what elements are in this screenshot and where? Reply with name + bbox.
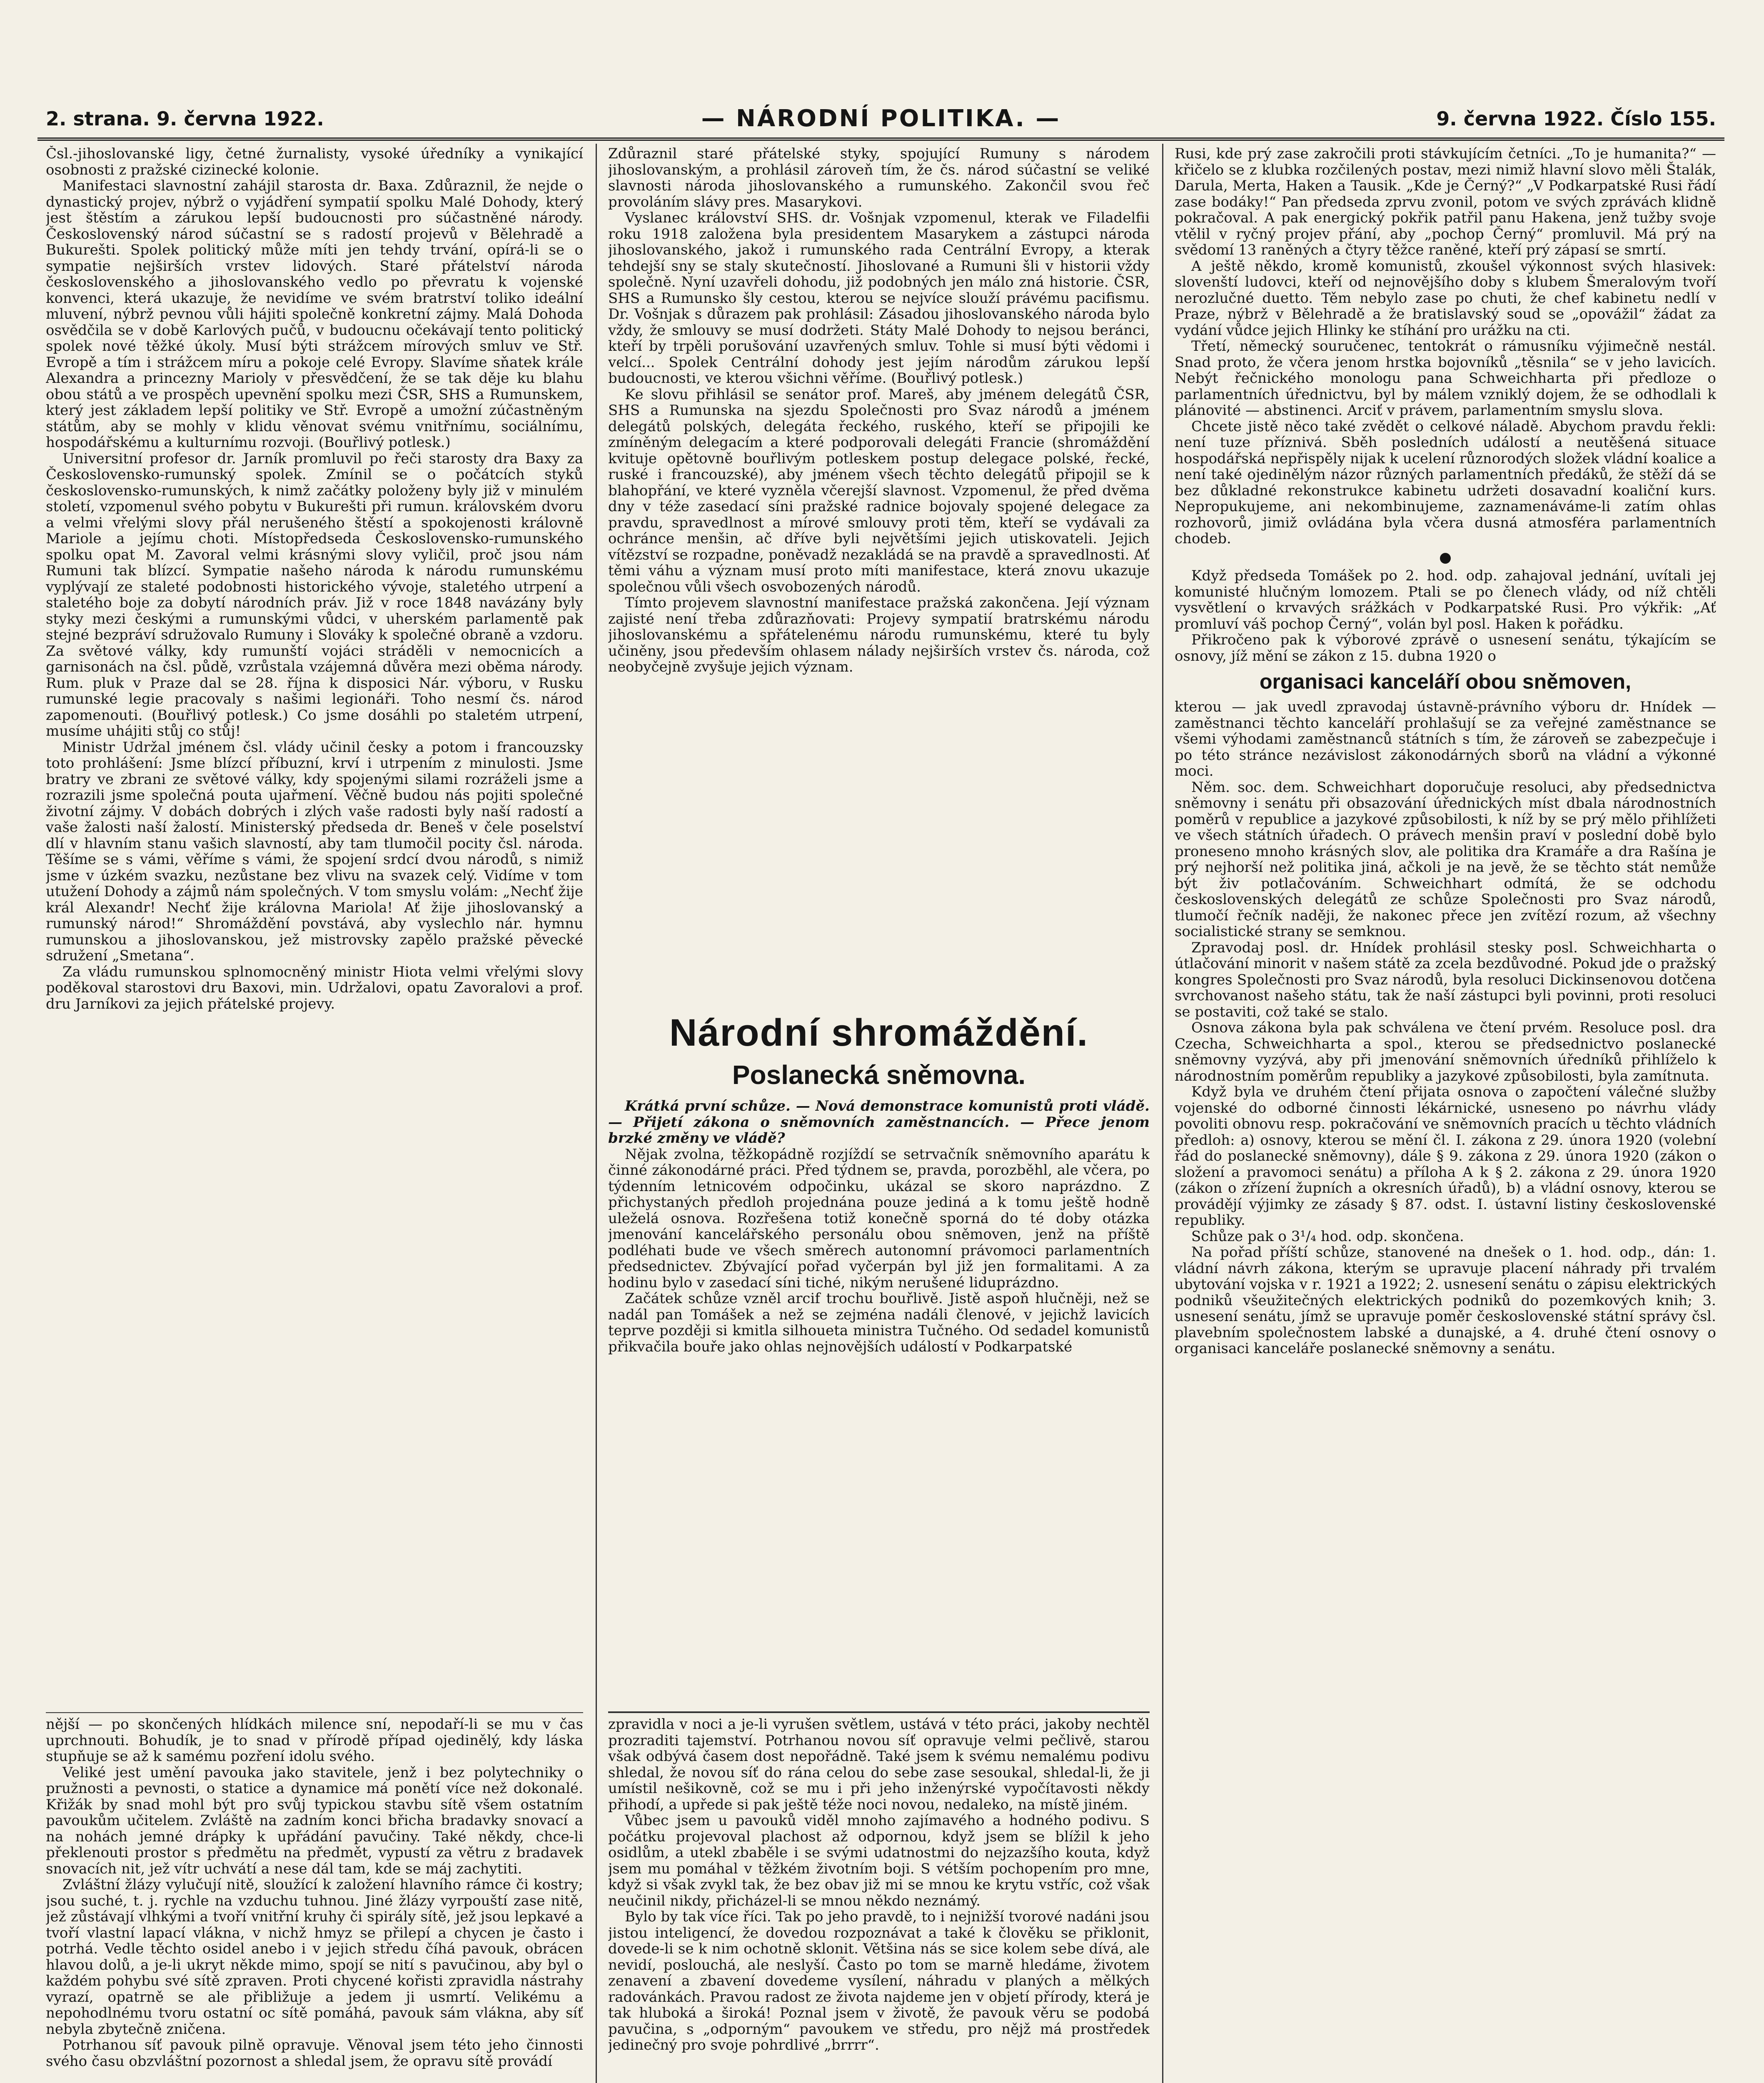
paragraph: Schůze pak o 3¹/₄ hod. odp. skončena. [1191,1228,1464,1245]
column-3 [1175,146,1716,2083]
newspaper-page [37,0,1724,2083]
paragraph: Manifestaci slavnostní zahájil starosta dr. Baxa. Zdůraznil, že nejde o dynastický projev, nýbrž o vyjádření sympatií spolku Malé Dohody, který jest štěstím a zárukou lepší budoucnosti pro súčastněné národy. Československý národ súčastní se s radostí projevů v Bělehradě a Bukurešti. Spolek politický může míti jen tehdy trvání, opírá-li se o sympatie nejširších vrstev lidových. Staré přátelství národa československého a jihoslovanského vedlo po převratu k vojenské konvenci, která ukazuje, že nevidíme ve svém bratrství toliko ideální mluvení, nýbrž pevnou vůli hájiti společně konkretní zájmy. Malá Dohoda osvědčila se v době Karlových pučů, v budoucnu očekávají tento politický spolek nové těžké úkoly. Musí býti strážcem mírových smluv ve Stř. Evropě a tím i strážcem míru a pokoje celé Evropy. Slavíme sňatek krále Alexandra a princezny Marioly v přesvědčení, že se tak děje ku blahu obou států a ve prospěch upevnění spolku mezi ČSR, SHS a Rumunskem, který jest základem lepší politiky ve Stř. Evropě a umožní zúčastněným státům, aby se mohly v klidu věnovat svému vnitřnímu, sociálnímu, hospodářskému a kulturnímu rozvoji. (Bouřlivý potlesk.) [46,177,583,451]
paragraph: Bylo by tak více říci. Tak po jeho pravdě, to i nejnižší tvorové nadáni jsou jistou inteligencí, že dovedou rozpoznávat a také k člověku se přiklonit, dovede-li se k nim ochotně sklonit. Většina nás se sice kolem sebe dívá, ale nevidí, poslouchá, ale neslyší. Často po tom se marně hledáme, životem zenavení a zbavení dovedeme vysílení, náhradu v planých a mělkých radovánkách. Pravou radost ze života najdeme jen v objetí přírody, která je tak hluboká a široká! Poznal jsem v životě, že pavouk věru se podobá pavučina, s „odporným“ pavoukem ve středu, pro nějž má prostředek jedinečný pro svoje pohrdlivé „brrrr“. [608,1908,1150,2053]
column-2 [608,146,1150,2083]
paragraph: Rusi, kde prý zase zakročili proti stávkujícím četníci. „To je humanita?“ — křičelo se z klubka rozčilených postav, mezi nimiž hlavní slovo měli Štalák, Darula, Merta, Haken a Tausik. „Kde je Černý?“ „V Podkarpatské Rusi řádí zase bodáky!“ Pan předseda zprvu zvonil, potom ve svých zprávách klidně pokračoval. A pak energický pokřik patřil panu Hakena, jenž tužby svoje vtělil v ryčný projev přání, aby „pochop Černý“ promluvil. Má prý na svědomí 13 raněných a čtyry těžce raněné, kteří prý zápasí se smrtí. [1175,146,1716,258]
paragraph: Osnova zákona byla pak schválena ve čtení prvém. Resoluce posl. dra Czecha, Schweichharta a spol., kterou se předsednictvo poslanecké sněmovny vyzývá, aby při jmenování sněmovních úředníků přihlíželo k národnostním poměrům republiky a jazykové způsobilosti, byla zamítnuta. [1175,1019,1716,1084]
paragraph: Vyslanec království SHS. dr. Vošnjak vzpomenul, kterak ve Filadelfii roku 1918 založena byla presidentem Masarykem a zástupci národa jihoslovanského, jakož i rumunského rada Centrální Evropy, a kterak tehdejší sny se staly skutečností. Jihoslované a Rumuni šli v historii vždy společně. Nyní uzavřeli dohodu, již podobných jen málo zná historie. ČSR, SHS a Rumunsko šly cestou, kterou se nejvíce slouží právému pacifismu. Dr. Vošnjak s důrazem pak prohlásil: Zásadou jihoslovanského národa bylo vždy, že smlouvy se musí dodržeti. Státy Malé Dohody to nejsou beránci, kteří by trpěli porušování uzavřených smluv. Tohle si musí býti vědomi i velcí... Spolek Centrální dohody jest jejím národům zárukou lepší budoucnosti, ve kterou všichni věříme. (Bouřlivý potlesk.) [608,210,1150,387]
section-subheading: Poslanecká sněmovna. [732,1060,1026,1090]
masthead-date-left: 2. strana. 9. června 1922. [46,107,324,130]
paragraph: A ještě někdo, kromě komunistů, zkoušel výkonnost svých hlasivek: slovenští ludovci, kteří od nejnovějšího doby s klubem Šmeralovým tvoří nerozlučné duetto. Těm nebylo zase po chuti, že chef kabinetu nedlí v Praze, nýbrž v Bělehradě a že bratislavský soud se „opovážil“ žádat za vydání vůdce jejich Hlinky ke stíhání pro urážku na cti. [1175,257,1716,339]
article-subheading: organisaci kanceláří obou sněmoven, [1260,670,1631,693]
masthead [37,100,1724,141]
paragraph: kterou — jak uvedl zpravodaj ústavně-právního výboru dr. Hnídek — zaměstnanci těchto kanceláří prohlašují se za veřejné zaměstnance se všemi výhodami zaměstnanců státních s tím, že zároveň se zabezpečuje i po této stránce nezávislost zákonodárných sborů na vládní a výkonné moci. [1175,699,1716,779]
paragraph: zpravidla v noci a je-li vyrušen světlem, ustává v této práci, jakoby nechtěl prozraditi tajemství. Potrhanou novou síť opravuje velmi pečlivě, starou však odbývá časem dost nepořádně. Také jsem k svému nemalému podivu shledal, že novou síť do rána celou do sebe zase sesoukal, shledal-li, že ji umístil nešikovně, což se mu i při jeho inženýrské vypočítavosti někdy přihodí, a upřede si pak ještě téže noci novou, nedaleko, na místě jiném. [608,1716,1150,1813]
paragraph: nější — po skončených hlídkách milence sní, nepodaří-li se mu v čas uprchnouti. Bohudík, je to snad v přírodě případ ojedinělý, kdy láska stupňuje se až k samému pozření idolu svého. [46,1716,583,1765]
separator-dot: ● [1439,549,1452,566]
paragraph: Zdůraznil staré přátelské styky, spojující Rumuny s národem jihoslovanským, a prohlásil zároveň tím, že čs. národ súčastní se veliké slavnosti národa jihoslovanského a rumunského. Zakončil svou řeč provoláním slávy pres. Masarykovi. [608,146,1150,210]
paragraph: Když byla ve druhém čtení přijata osnova o započtení válečné služby vojenské do odborné činnosti lékárnické, usneseno po návrhu vlády povoliti obnovu resp. pokračování ve sněmovních pracích u těchto vládních předloh: a) osnovy, kterou se mění čl. I. zákona z 29. února 1920 (volební řád do poslanecké sněmovny), dále § 9. zákona z 29. února 1920 (zákon o složení a pravomoci senátu) a příloha A k § 2. zákona z 29. února 1920 (zákon o zřízení župních a okresních úřadů), b) a vládní osnovy, kterou se provádějí výjimky ze zásady § 87. odst. I. ústavní listiny československé republiky. [1175,1084,1716,1229]
column-2-feuilleton [608,1716,1150,2083]
paragraph: Za vládu rumunskou splnomocněný ministr Hiota velmi vřelými slovy poděkoval starostovi dru Baxovi, min. Udržalovi, opatu Zavoralovi a prof. dru Jarníkovi za jejich přátelské projevy. [46,963,583,1012]
paragraph: Universitní profesor dr. Jarník promluvil po řeči starosty dra Baxy za Československo-rumunský spolek. Zmínil se o počátcích styků československo-rumunských, k nimž začátky položeny byly již v minulém století, vzpomenul svého pobytu v Bukurešti při rumun. královském dvoru a velmi vřelými slovy přál nerušeného štěstí a spokojenosti královně Mariole a jejímu choti. Místopředseda Československo-rumunského spolku opat M. Zavoral velmi krásnými slovy vyličil, proč jsou nám Rumuni tak blízcí. Sympatie našeho národa k národu rumunskému vyplývají ze staleté podobnosti historického vývoje, staletého utrpení a staletého boje za dobytí národních práv. Již v roce 1848 navázány byly styky mezi českými a rumunskými vůdci, v uherském parlamentě pak stejné bezpráví sdružovalo Rumuny i Slováky k společné obraně a vzdoru. Za světové války, kdy rumunští vojáci stráděli v nemocnicích a garnisonách na čsl. půdě, vzrůstala vzájemná důvěra mezi oběma národy. Rum. pluk v Praze dal se 28. října k disposici Nár. výboru, v Rusku rumunské legie pracovaly s našimi legionáři. Toho nesmí čs. národ zapomenouti. (Bouřlivý potlesk.) Co jsme dosáhli po staletém utrpení, musíme uhájiti stůj co stůj! [46,450,583,739]
paragraph: Třetí, německý souručenec, tentokrát o rámusníku výjimečně nestál. Snad proto, že včera jenom hrstka bojovníků „těsnila“ se v jeho lavicích. Nebýt řečnického monologu pana Schweichharta při předloze o parlamentních úřednictvu, byl by málem vzniklý dojem, že se odhodlali k plánovité — abstinenci. Arciť v právem, parlamentním smyslu slova. [1175,338,1716,419]
paragraph: Nějak zvolna, těžkopádně rozjíždí se setrvačník sněmovního aparátu k činné zákonodárné práci. Před týdnem se, pravda, porozběhl, ale včera, po týdenním letnicovém odpočinku, ukázal se skoro naprázdno. Z přichystaných předloh projednána pouze jediná a k tomu ještě hodně uleželá osnova. Rozřešena totiž konečně sporná do té doby otázka jmenování kancelářského personálu obou sněmoven, jenž na příště podléhati bude ve všech směrech autonomní právomoci parlamentních předsednictev. Zbývající pořad vyčerpán byl již jen formalitami. A za hodinu bylo v zasedací síni tiché, nikým nerušené liduprázdno. [608,1146,1150,1291]
column-1-feuilleton [46,1716,583,2083]
paragraph: Vůbec jsem u pavouků viděl mnoho zajímavého a hodného podivu. S počátku projevoval plachost až odpornou, když jsem se blížil k jeho osidlům, a utekl zbaběle i se svými udatnostmi do nejzazšího kouta, když jsem mu pomáhal v těžkém životním boji. S vétším pochopením pro mne, když si však zvykl tak, že bez obav již mi se mnou ke krytu vstříc, což však neučinil nikdy, přicházel-li se mnou někdo neznámý. [608,1812,1150,1909]
paragraph: Veliké jest umění pavouka jako stavitele, jenž i bez polytechniky o pružnosti a pevnosti, o statice a dynamice má ponětí více než dokonalé. Křižák by snad mohl být pro svůj typickou stavbu sítě všem ostatním pavoukům učitelem. Zvláště na zadním konci břicha bradavky snovací a na nohách jemné drápky k upřádání pavučiny. Také někdy, chce-li překlenouti prostor s předmětu na předmět, vypustí za větru z bradavek snovacích nit, jež vítr uchvátí a nese dál tam, kde se máj zachytiti. [46,1764,583,1877]
column-2-manifest [608,146,1150,1000]
paragraph: Něm. soc. dem. Schweichhart doporučuje resoluci, aby předsednictva sněmovny i senátu při obsazování úřednických míst dbala národnostních poměrů v republice a jazykové způsobilosti, k níž by se prý mělo přihlížeti ve všech státních úřadech. O právech menšin praví v poslední době bylo proneseno mnoho krásných slov, ale politika dra Kramáře a dra Rašína je prý nejhorší než politika jiná, ačkoli je na jevě, že se těchto stát nemůže být živ potlačováním. Schweichhart odmítá, že se odchodu československých delegátů ze schůze Společnosti pro Svaz národů, tlumočí řečník naději, že nakonec přece jen zvítězí rozum, až všechny socialistické strany se semknou. [1175,779,1716,940]
section-heading: Národní shromáždění. [669,1012,1089,1054]
column-rule [596,144,597,2083]
paragraph: Zpravodaj posl. dr. Hnídek prohlásil stesky posl. Schweichharta o útlačování minorit v našem státě za zcela bezdůvodné. Pokud jde o pražský kongres Společnosti pro Svaz národů, byla resoluci Dickinsenovou dotčena svrchovanost našeho státu, tak že naší zástupci byli povinni, proti resoluci se postaviti, což také se stalo. [1175,939,1716,1020]
paragraph: Začátek schůze vzněl arcif trochu bouřlivě. Jistě aspoň hlučněji, než se nadál pan Tomášek a než se zejména nadáli členové, v jejichž lavicích teprve později si kmitla silhoueta ministra Tučného. Od sedadel komunistů přikvačila bouře jako ohlas nejnovějších událostí v Podkarpatské [608,1290,1150,1355]
column-2-parliament [608,1146,1150,1646]
paragraph: Ke slovu přihlásil se senátor prof. Mareš, aby jménem delegátů ČSR, SHS a Rumunska na sjezdu Společnosti pro Svaz národů a jménem delegátů polských, delegáta řeckého, ruského, kteří se připojili ke zmíněným delegacím a které podporovali delegáti Francie (shromáždění kvituje opětovně bouřlivým potleskem postup delegace polské, řecké, ruské i francouzské), aby jménem všech těchto delegátů připojil se k blahopřání, ve které vyzněla včerejší slavnost. Vzpomenul, že před dvěma dny v téže zasedací síni pražské radnice bojovaly spojené delegace za pravdu, spravedlnost a mírové smlouvy proti těm, kteří se vydávali za ochránce menšin, ač dříve byli největšími jejich utiskovateli. Jejich vítězství se rozpadne, poněvadž nezakládá se na pravdě a spravedlnosti. Ať těmi váhu a význam musí proto míti manifestace, která znovu ukazuje společnou vůli všech osvobozených národů. [608,386,1150,595]
paragraph: Přikročeno pak k výborové zprávě o usnesení senátu, týkajícím se osnovy, jíž mění se zákon z 15. dubna 1920 o [1175,632,1716,664]
paragraph: Na pořad příští schůze, stanovené na dnešek o 1. hod. odp., dán: 1. vládní návrh zákona, kterým se upravuje placení náhrady při trvalém ubytování vojska v r. 1921 a 1922; 2. usnesení senátu o zápisu elektrických podniků všeužitečných elektrických podniků do pozemkových knih; 3. usnesení senátu, jímž se upravuje poměr československé státní správy čsl. plavebním společnostem labské a dunajské, a 4. druhé čtení osnovy o organisaci kanceláře poslanecké sněmovny a senátu. [1175,1244,1716,1357]
masthead-date-right: 9. června 1922. Číslo 155. [1436,107,1716,130]
paragraph: Zvláštní žlázy vylučují nitě, sloužící k založení hlavního rámce či kostry; jsou suché, t. j. rychle na vzduchu tuhnou. Jiné žlázy vyrpouští zase nitě, jež zůstávají vlhkými a tvoří vnitřní kruhy či spirály sítě, jež jsou lepkavé a tvoří vlastní lapací vlákna, v nichž hmyz se přilepí a chycen je často i potrhá. Vedle těchto osidel anebo i v jejich středu číhá pavouk, obrácen hlavou dolů, a je-li ukryt někde mimo, spojí se nití s pavučinou, aby byl o každém pohybu své sítě zpraven. Proti chycené kořisti zpravidla nástrahy vyrazí, opatrně se ale přibližuje a jedem ji usmrtí. Velikému a nepohodlnému tvoru ostatní oc sítě pomáhá, pavouk sám vlákna, aby síť nebyla zbytečně zničena. [46,1876,583,2038]
section-lead: Krátká první schůze. — Nová demonstrace komunistů proti vládě. — Přijetí zákona o sněmovních zaměstnancích. — Přece jenom brzké změny ve vládě? [608,1098,1150,1146]
column-rule [1162,144,1163,2083]
paragraph: Chcete jistě něco také zvědět o celkové náladě. Abychom pravdu řekli: není tuze příznivá. Sběh posledních událostí a neutěšená situace hospodářská nepřispěly nijak k ucelení různorodých složek vládní koalice a není také ojedinělým názor různých parlamentních předáků, že stěží dá se bez důkladné rekonstrukce kabinetu udržeti dosavadní koaliční kurs. Nepropukujeme, ani nekombinujeme, zaznamenáváme-li zatím ohlas rozhovorů, jimiž ovládána byla včera dusná atmosféra parlamentních chodeb. [1175,418,1716,547]
paragraph: Ministr Udržal jménem čsl. vlády učinil česky a potom i francouzsky toto prohlášení: Jsme blízcí příbuzní, krví i utrpením z minulosti. Jsme bratry ve zbrani ze světové války, kdy spojenými silami rozráželi jsme a rozrazili jsme společná pouta ujařmení. Věčně budou nás pojiti společné životní zájmy. V dobách dobrých i zlých vaše radosti byly naší radostí a vaše žalosti naší žalostí. Ministerský předseda dr. Beneš v čele poselství dlí v hlavním stanu vašich slavností, aby tam tlumočil pocity čsl. národa. Těšíme se s vámi, věříme s vámi, že spojení srdcí dvou národů, s nimiž jsme v úzkém svazku, nezůstane bez vlivu na svazek celý. Vidíme v tom utužení Dohody a zájmů nám společných. V tom smyslu volám: „Nechť žije král Alexandr! Nechť žije královna Mariola! Ať žije jihoslovanský a rumunský národ!“ Shromáždění povstává, aby vyslechlo nár. hymnu rumunskou a jihoslovanskou, jež mistrovsky zapělo pražské pěvecké sdružení „Smetana“. [46,739,583,964]
paragraph: Potrhanou síť pavouk pilně opravuje. Věnoval jsem této jeho činnosti svého času obzvláštní pozornost a shledal jsem, že opravu sítě provádí [46,2037,583,2070]
paragraph: Tímto projevem slavnostní manifestace pražská zakončena. Její význam zajisté není třeba zdůrazňovati: Projevy sympatií bratrskému národu jihoslovanskému a spřátelenému národu rumunskému, které tu byly učiněny, jsou především ohlasem nálady nejširších vrstev čs. národa, což neobyčejně zvyšuje jejich význam. [608,594,1150,675]
column-1-top [46,146,583,1712]
masthead-title: — NÁRODNÍ POLITIKA. — [701,105,1061,132]
paragraph: Čsl.-jihoslovanské ligy, četné žurnalisty, vysoké úředníky a vynikající osobnosti z pražské cizinecké kolonie. [46,146,583,178]
paragraph: Když předseda Tomášek po 2. hod. odp. zahajoval jednání, uvítali jej komunisté hlučným lomozem. Ptali se po členech vlády, od níž chtěli vysvětlení o krvavých srážkách v Podkarpatské Rusi. Pro výkřik: „Ať promluví váš pochop Černý“, volán byl posl. Haken k pořádku. [1175,567,1716,632]
